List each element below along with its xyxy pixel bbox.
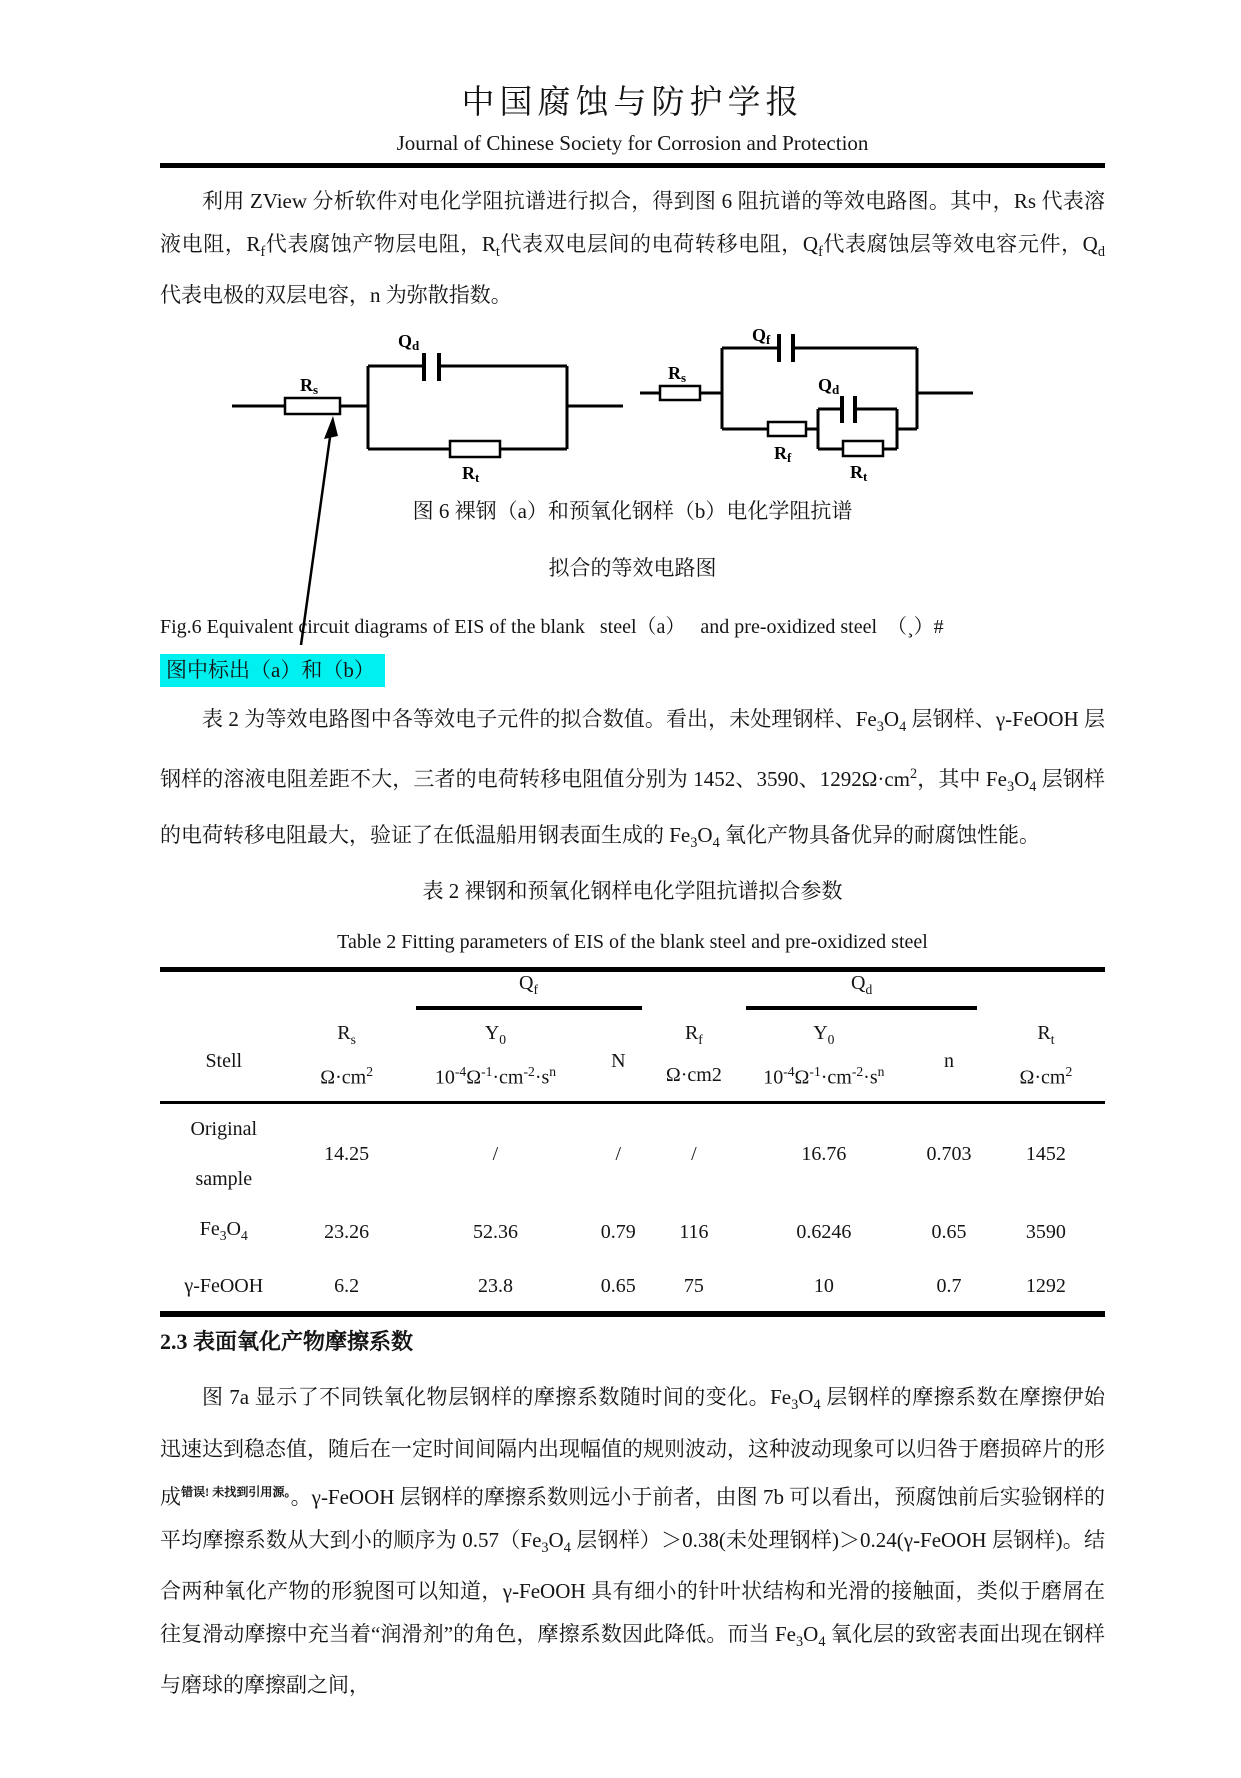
journal-title-zh: 中国腐蚀与防护学报 (461, 85, 804, 121)
figure6-caption-zh-line2: 拟合的等效电路图 (548, 556, 717, 581)
group-header-qd: $Q_d$ (736, 969, 986, 1010)
paragraph-friction-coefficient (160, 1376, 1105, 1707)
resistor-rf-b (768, 422, 806, 436)
column-header-n-qf: N (585, 1010, 651, 1103)
figure6-caption-zh-line1: 图 6 裸钢（a）和预氧化钢样（b）电化学阻抗谱 (412, 499, 853, 524)
column-header-sample: Stell (160, 1010, 288, 1103)
label-rf-b: Rf (774, 443, 792, 466)
label-rs-b: Rs (668, 363, 687, 386)
annotation-line (160, 654, 1105, 684)
journal-title-en: Journal of Chinese Society for Corrosion and Protection (396, 131, 869, 155)
paragraph-eis-fitting: 利用 ZView 分析软件对电化学阻抗谱进行拟合，得到图 6 阻抗谱的等效电路图。其中，Rs 代表溶液电阻，$R_f$代表腐蚀产物层电阻，$R_t$代表双电层间的电荷转移电阻，$Q_f$代表腐蚀层等效电容元件，$Q_d$ 代表电极的双层电容，n 为弥散指数。 (160, 189, 1105, 308)
label-rt-a: Rt (462, 463, 480, 484)
column-header-rf: $R_f$ Ω·cm2 (651, 1010, 736, 1103)
paragraph-table2-discussion: 表 2 为等效电路图中各等效电子元件的拟合数值。看出，未处理钢样、$Fe_3O_4$ 层钢样、γ-FeOOH 层钢样的溶液电阻差距不大，三者的电荷转移电阻值分别为 1452、3590、$1292\Omega\cdot cm^2$，其中 $Fe_3O_4$ 层钢样的电荷转移电阻最大，验证了在低温船用钢表面生成的 $Fe_3O_4$ 氧化产物具备优异的耐腐蚀性能。 (160, 707, 1105, 851)
table2-caption-zh: 表 2 裸钢和预氧化钢样电化学阻抗谱拟合参数 (422, 878, 843, 903)
table-row-feooh: γ-FeOOH 6.2 23.8 0.65 75 10 0.7 1292 (184, 1274, 1066, 1298)
column-header-y0-qd: $Y_0$ $10^{-4}\Omega^{-1}\cdot cm^{-2}\cdot s^n$ (736, 1010, 911, 1103)
section-heading-2-3: 2.3 表面氧化产物摩擦系数 (160, 1329, 414, 1355)
p3-text-2: 。γ-FeOOH 层钢样的摩擦系数则远小于前者，由图 7b 可以看出，预腐蚀前后实验钢样的平均摩擦系数从大到小的顺序为 $0.57(Fe_3O_4$ 层钢样）＞0.38(未处理钢样)＞0.24(γ-FeOOH 层钢样)。结合两种氧化产物的形貌图可以知道，γ-FeOOH 具有细小的针叶状结构和光滑的接触面，类似于磨屑在往复滑动摩擦中充当着“润滑剂”的角色，摩擦系数因此降低。而当 $Fe_3O_4$ 氧化层的致密表面出现在钢样与磨球的摩擦副之间， (160, 1484, 1106, 1697)
highlighted-annotation: 图中标出（a）和（b） (160, 654, 385, 687)
p3-text-1: 图 7a 显示了不同铁氧化物层钢样的摩擦系数随时间的变化。$Fe_3O_4$ 层钢样的摩擦系数在摩擦伊始迅速达到稳态值，随后在一定时间间隔内出现幅值的规则波动，这种波动现象可以归咎于磨损碎片的形成 (160, 1385, 1105, 1509)
label-qf-b: Qf (752, 325, 771, 348)
equivalent-circuit-diagram (0, 321, 1241, 483)
circuit-b (640, 325, 973, 483)
header-rule (160, 163, 1105, 168)
reference-error-field: 错误! 未找到引用源。 (181, 1484, 291, 1499)
table2-caption-en: Table 2 Fitting parameters of EIS of the blank steel and pre-oxidized steel (337, 930, 928, 953)
column-header-n-qd: n (911, 1010, 987, 1103)
label-rt-b: Rt (850, 462, 868, 484)
resistor-rt-a (450, 441, 500, 457)
column-header-rs: $R_s$ $\Omega\cdot cm^2$ (288, 1010, 406, 1103)
annotation-arrow-icon (285, 408, 355, 648)
table-row-original: Original sample 14.25 / / / 16.76 0.703 1452 (190, 1118, 1066, 1191)
resistor-rt-b (843, 441, 883, 456)
page-content (160, 0, 1105, 1707)
table-row-fe3o4: $Fe_3O_4$ 23.26 52.36 0.79 116 0.6246 0.65 3590 (199, 1218, 1066, 1244)
resistor-rs-b (660, 386, 700, 400)
label-rs-a: Rs (300, 375, 319, 398)
label-qd-a: Qd (398, 331, 420, 354)
column-header-rt: $R_t$ $\Omega\cdot cm^2$ (987, 1010, 1105, 1103)
group-header-qf: $Q_f$ (406, 969, 652, 1010)
figure6-caption-en: Fig.6 Equivalent circuit diagrams of EIS of the blank steel（a） and pre-oxidized steel （¸）# (160, 616, 944, 639)
table2-fitting-parameters (160, 967, 1105, 1318)
label-qd-b: Qd (818, 375, 840, 398)
column-header-y0-qf: $Y_0$ $10^{-4}\Omega^{-1}\cdot cm^{-2}\cdot s^n$ (406, 1010, 586, 1103)
